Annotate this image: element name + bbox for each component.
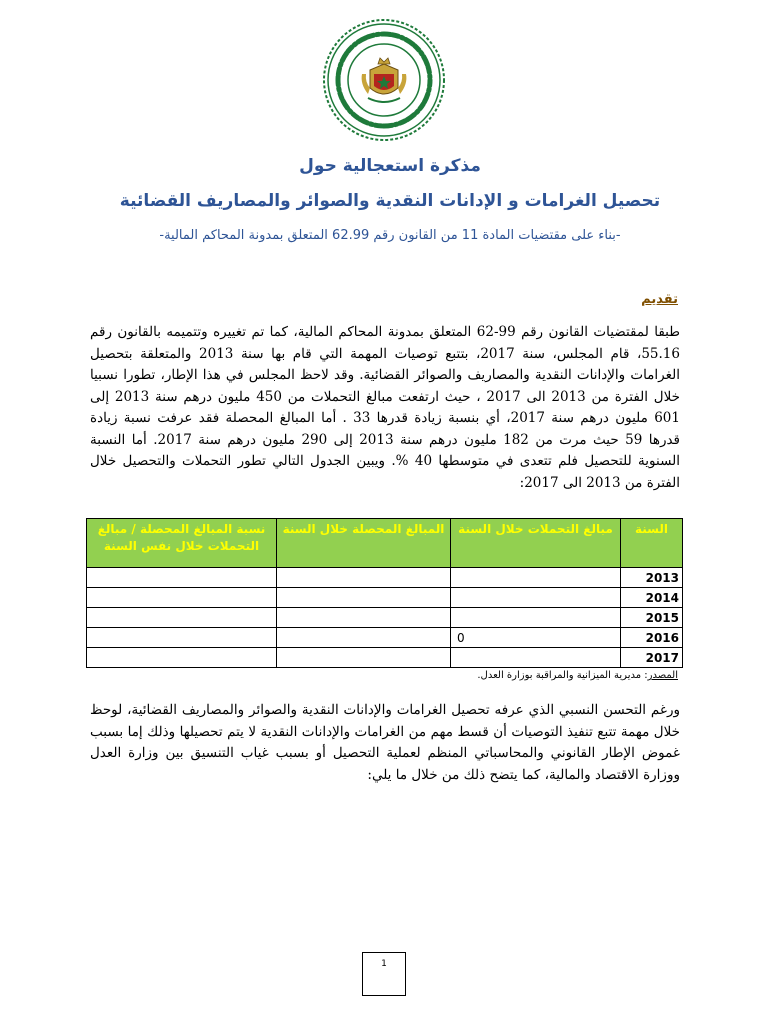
cell-year: 2015 [621,608,683,628]
table-row [87,568,683,588]
charges-collection-table [86,518,683,668]
cell-year: 2016 [621,628,683,648]
source-text: : مديرية الميزانية والمراقبة بوزارة العدل. [477,670,648,681]
table-header-row [87,519,683,568]
table-row [87,628,683,648]
cell-year: 2017 [621,648,683,668]
cell-ratio [87,588,277,608]
memo-subject: تحصيل الغرامات و الإدانات النقدية والصوائر والمصاريف القضائية [119,191,661,211]
court-seal-logo [322,18,446,142]
cell-collected [277,568,451,588]
header-ratio: نسبة المبالغ المحصلة / مبالغ التحملات خلال نفس السنة [87,519,277,568]
cell-year: 2014 [621,588,683,608]
cell-ratio [87,628,277,648]
cell-charges [451,588,621,608]
cell-year: 2013 [621,568,683,588]
cell-charges [451,568,621,588]
followup-paragraph: ورغم التحسن النسبي الذي عرفه تحصيل الغرامات والإدانات النقدية والصوائر والمصاريف القضائية، لوحظ خلال مهمة تتبع تنفيذ التوصيات أن قسط مهم من الغرامات والإدانات النقدية لا يتم تحصيلها وذلك إما بسبب غموض الإطار القانوني والمحاسباتي المنظم لعملية التحصيل أو بسبب غياب التنسيق بين وزارة العدل ووزارة الاقتصاد والمالية، كما يتضح ذلك من خلال ما يلي: [90,702,680,783]
cell-charges [451,608,621,628]
page-number-box [362,952,406,996]
cell-charges [451,648,621,668]
intro-heading: تقديم [641,292,678,307]
intro-paragraph: طبقا لمقتضيات القانون رقم 99-62 المتعلق بمدونة المحاكم المالية، كما تم تغييره وتتميمه بالقانون رقم 55.16، قام المجلس، سنة 2017، بتتبع توصيات المهمة التي قام بها سنة 2013 والمتعلقة بتحصيل الغرامات والإدانات النقدية والمصاريف والصوائر القضائية. وقد لاحظ المجلس في هذا الإطار، تطورا نسبيا خلال الفترة من 2013 الى 2017 ، حيث ارتفعت مبالغ التحملات من 450 مليون درهم سنة 2013 إلى 601 مليون درهم سنة 2017، أي بنسبة زيادة قدرها 33 . أما المبالغ المحصلة فقد عرفت نسبة زيادة قدرها 59 حيث مرت من 182 مليون درهم سنة 2013 إلى 290 مليون درهم سنة 2017. أما النسبة السنوية للتحصيل فلم تتعدى في متوسطها 40 %. ويبين الجدول التالي تطور التحملات والتحصيل خلال الفترة من 2013 الى 2017: [90,324,681,491]
cell-ratio [87,568,277,588]
header-year: السنة [621,519,683,568]
header-collected: المبالغ المحصلة خلال السنة [277,519,451,568]
memo-legal-basis: -بناء على مقتضيات المادة 11 من القانون رقم 62.99 المتعلق بمدونة المحاكم المالية- [159,228,621,243]
cell-ratio [87,608,277,628]
cell-collected [277,648,451,668]
table-source-note [477,670,678,681]
table-row [87,588,683,608]
page-number: 1 [381,959,387,969]
cell-collected [277,628,451,648]
cell-collected [277,588,451,608]
header-charges: مبالغ التحملات خلال السنة [451,519,621,568]
table-row [87,608,683,628]
cell-ratio [87,648,277,668]
source-label: المصدر [647,670,678,681]
memo-title: مذكرة استعجالية حول [299,156,481,176]
cell-collected [277,608,451,628]
table-row [87,648,683,668]
cell-charges: 0 [451,628,621,648]
